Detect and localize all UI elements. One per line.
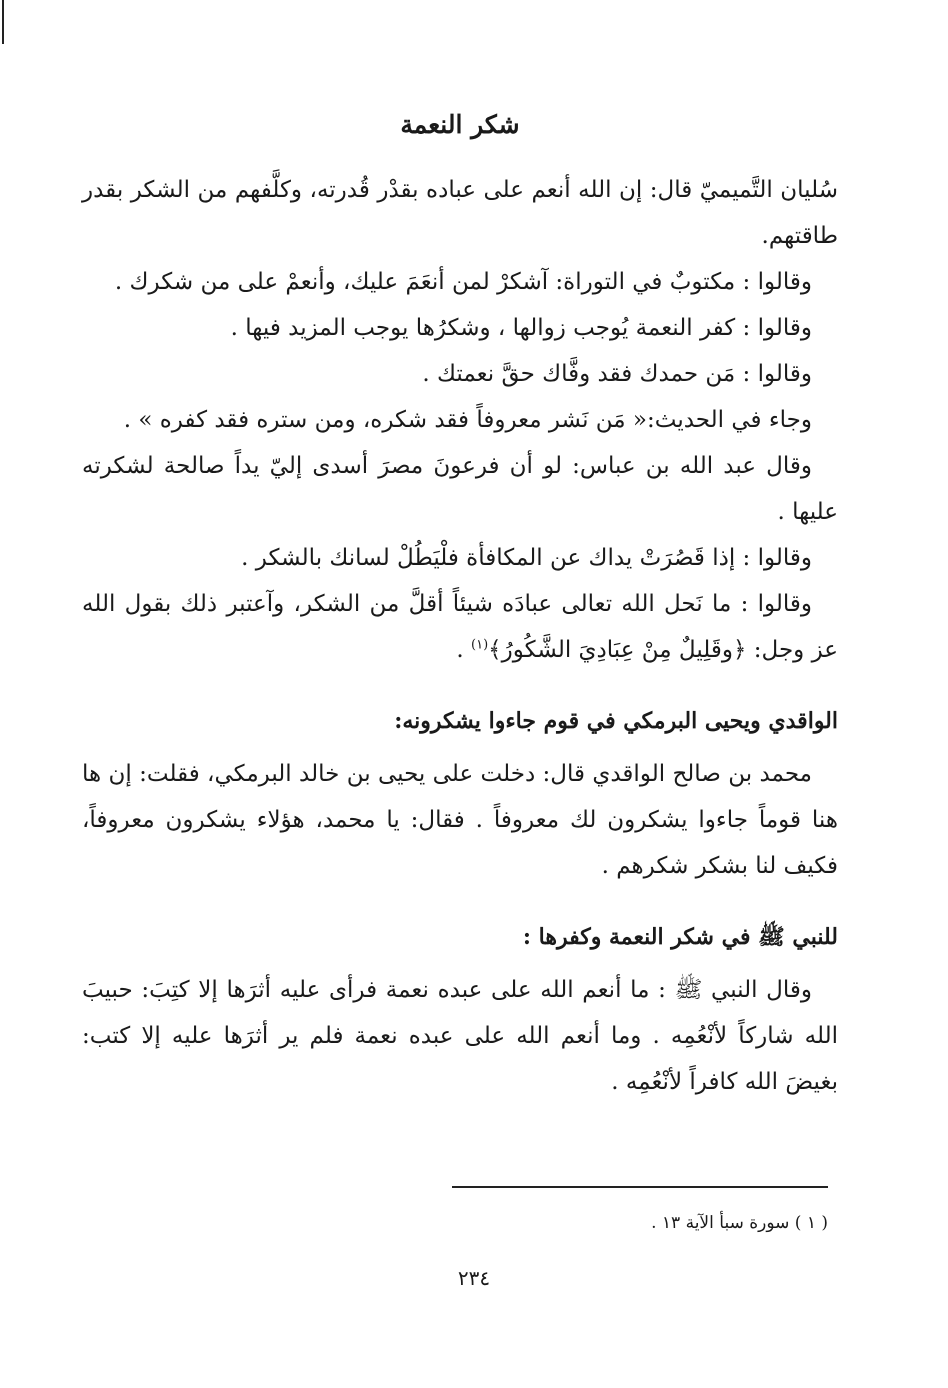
paragraph-4: وقالوا : مَن حمدك فقد وفَّاك حقَّ نعمتك . bbox=[422, 361, 812, 387]
paragraph-8 bbox=[82, 581, 838, 673]
section-text-prophet: وقال النبي ﷺ : ما أنعم الله على عبده نعمة فرأى عليه أثرَها إلا كتِبَ: حبيبَ الله شاركاً لأنْعُمِه . وما أنعم الله على عبده نعمة فلم ير أثرَها عليه إلا كتب: بغيضَ الله كافراً لأنْعُمِه . bbox=[82, 977, 838, 1095]
page-title: شكر النعمة bbox=[400, 110, 520, 139]
page-body bbox=[82, 110, 838, 1105]
paragraph-5: وجاء في الحديث:« مَن نَشر معروفاً فقد شكره، ومن ستره فقد كفره » . bbox=[123, 407, 812, 433]
paragraph-2: وقالوا : مكتوبٌ في التوراة: آشكرْ لمن أنعَمَ عليك، وأنعمْ على من شكرك . bbox=[114, 269, 812, 295]
section-heading-prophet: للنبي ﷺ في شكر النعمة وكفرها : bbox=[522, 924, 838, 950]
paragraph-3: وقالوا : كفر النعمة يُوجب زوالها ، وشكرُها يوجب المزيد فيها . bbox=[230, 315, 812, 341]
footnote-divider bbox=[452, 1186, 828, 1188]
paragraph-8-end: . bbox=[456, 637, 472, 663]
footnote-marker: (١) bbox=[471, 637, 489, 653]
paragraph-1: سُليان التَّميميّ قال: إن الله أنعم على عباده بقدْر قُدرته، وكلَّفهم من الشكر بقدر طاقتهم. bbox=[82, 177, 838, 249]
footnote: ( ١ ) سورة سبأ الآية ١٣ . bbox=[651, 1213, 828, 1233]
section-text-waqidi: محمد بن صالح الواقدي قال: دخلت على يحيى بن خالد البرمكي، فقلت: إن ها هنا قوماً جاءوا يشكرون لك معروفاً . فقال: يا محمد، هؤلاء يشكرون معروفاً، فكيف لنا بشكر شكرهم . bbox=[82, 761, 838, 879]
page-number: ٢٣٤ bbox=[457, 1266, 491, 1290]
paragraph-7: وقالوا : إذا قَصُرَتْ يداك عن المكافأة فلْيَطُلْ لسانك بالشكر . bbox=[241, 545, 812, 571]
section-heading-waqidi: الواقدي ويحيى البرمكي في قوم جاءوا يشكرونه: bbox=[394, 708, 838, 734]
paragraph-6: وقال عبد الله بن عباس: لو أن فرعونَ مصرَ أسدى إليّ يداً صالحة لشكرته عليها . bbox=[82, 453, 838, 525]
paragraph-8-text: وقالوا : ما نَحل الله تعالى عبادَه شيئاً أقلَّ من الشكر، وآعتبر ذلك بقول الله عز وجل: ﴿وقَلِيلٌ مِنْ عِبَادِيَ الشَّكُورُ﴾ bbox=[82, 591, 838, 663]
page-edge-mark bbox=[2, 0, 4, 44]
